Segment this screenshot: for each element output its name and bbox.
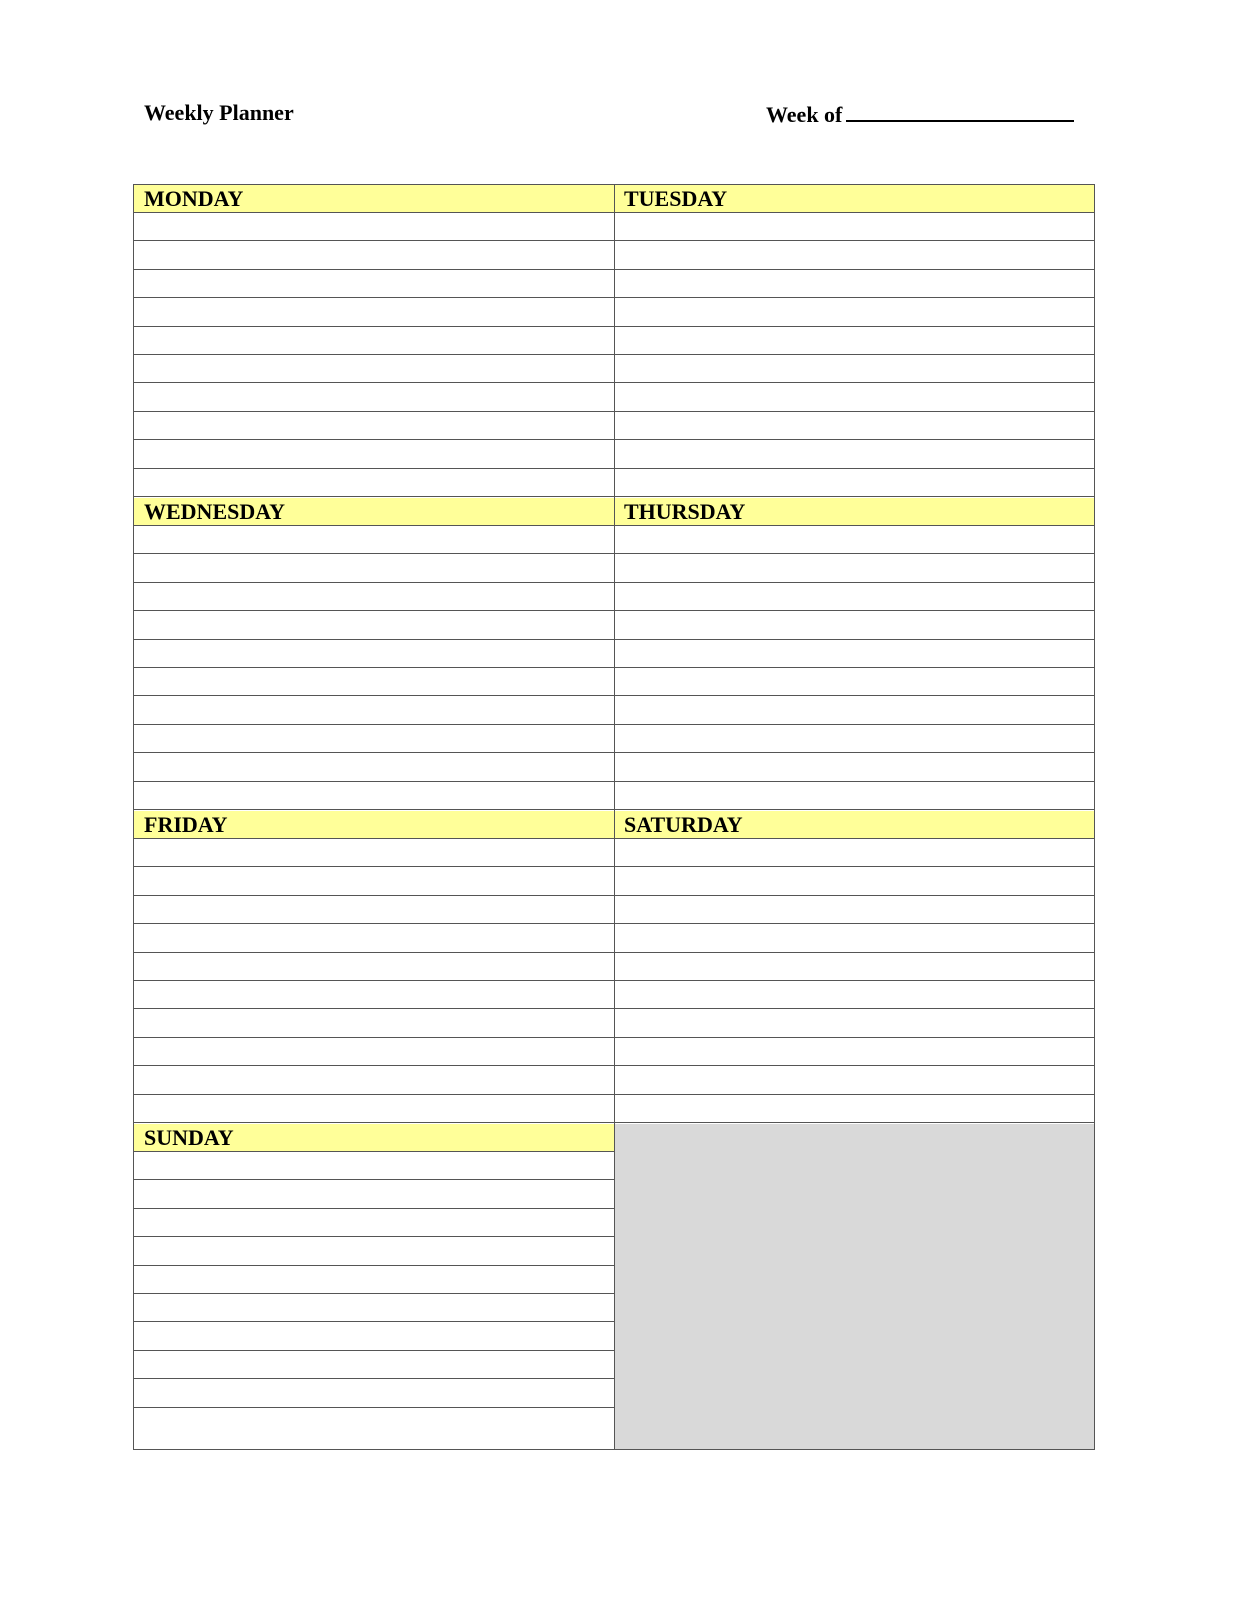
writing-line[interactable] bbox=[134, 241, 614, 269]
day-block-friday bbox=[134, 811, 614, 1124]
writing-line[interactable] bbox=[614, 412, 1094, 440]
writing-line[interactable] bbox=[614, 668, 1094, 696]
day-header-saturday: SATURDAY bbox=[614, 811, 1094, 839]
writing-line[interactable] bbox=[134, 1209, 614, 1237]
week-of-blank-line[interactable] bbox=[846, 100, 1074, 122]
writing-line[interactable] bbox=[614, 640, 1094, 668]
writing-line[interactable] bbox=[134, 839, 614, 867]
writing-line[interactable] bbox=[134, 583, 614, 611]
writing-line[interactable] bbox=[134, 554, 614, 582]
writing-line[interactable] bbox=[614, 1038, 1094, 1066]
writing-line[interactable] bbox=[134, 1152, 614, 1180]
writing-line[interactable] bbox=[614, 469, 1094, 497]
writing-line[interactable] bbox=[134, 1180, 614, 1208]
writing-line[interactable] bbox=[134, 782, 614, 810]
week-of-label: Week of bbox=[766, 102, 843, 127]
column-divider bbox=[614, 185, 615, 1449]
writing-line[interactable] bbox=[614, 611, 1094, 639]
writing-line[interactable] bbox=[134, 725, 614, 753]
writing-line[interactable] bbox=[134, 1095, 614, 1123]
writing-line[interactable] bbox=[614, 383, 1094, 411]
writing-line[interactable] bbox=[134, 526, 614, 554]
writing-line[interactable] bbox=[614, 440, 1094, 468]
writing-line[interactable] bbox=[614, 241, 1094, 269]
day-header-monday: MONDAY bbox=[134, 185, 614, 213]
writing-line[interactable] bbox=[614, 953, 1094, 981]
day-header-sunday: SUNDAY bbox=[134, 1124, 614, 1152]
writing-line[interactable] bbox=[134, 1066, 614, 1094]
writing-line[interactable] bbox=[134, 383, 614, 411]
writing-line[interactable] bbox=[134, 355, 614, 383]
day-block-thursday bbox=[614, 498, 1094, 811]
writing-line[interactable] bbox=[614, 1009, 1094, 1037]
writing-line[interactable] bbox=[614, 753, 1094, 781]
writing-line[interactable] bbox=[614, 782, 1094, 810]
writing-line[interactable] bbox=[614, 725, 1094, 753]
writing-line[interactable] bbox=[134, 1038, 614, 1066]
writing-line[interactable] bbox=[134, 213, 614, 241]
writing-line[interactable] bbox=[614, 327, 1094, 355]
writing-line[interactable] bbox=[134, 668, 614, 696]
writing-line[interactable] bbox=[134, 953, 614, 981]
writing-line[interactable] bbox=[134, 1009, 614, 1037]
writing-line[interactable] bbox=[134, 640, 614, 668]
day-header-thursday: THURSDAY bbox=[614, 498, 1094, 526]
day-block-wednesday bbox=[134, 498, 614, 811]
writing-line[interactable] bbox=[134, 696, 614, 724]
empty-cell bbox=[614, 1124, 1094, 1449]
writing-line[interactable] bbox=[134, 981, 614, 1009]
day-block-sunday bbox=[134, 1124, 614, 1449]
writing-line[interactable] bbox=[134, 412, 614, 440]
writing-line[interactable] bbox=[134, 270, 614, 298]
writing-line[interactable] bbox=[614, 696, 1094, 724]
writing-line[interactable] bbox=[134, 611, 614, 639]
writing-line[interactable] bbox=[614, 298, 1094, 326]
writing-line[interactable] bbox=[614, 355, 1094, 383]
writing-line[interactable] bbox=[134, 1237, 614, 1265]
day-block-tuesday bbox=[614, 185, 1094, 498]
writing-line[interactable] bbox=[134, 1379, 614, 1407]
writing-line[interactable] bbox=[614, 896, 1094, 924]
writing-line[interactable] bbox=[614, 924, 1094, 952]
writing-line[interactable] bbox=[614, 981, 1094, 1009]
planner-title: Weekly Planner bbox=[144, 100, 294, 125]
writing-line[interactable] bbox=[614, 1095, 1094, 1123]
writing-line[interactable] bbox=[134, 1351, 614, 1379]
writing-line[interactable] bbox=[614, 554, 1094, 582]
writing-line[interactable] bbox=[134, 298, 614, 326]
writing-line[interactable] bbox=[134, 867, 614, 895]
writing-line[interactable] bbox=[614, 526, 1094, 554]
writing-line[interactable] bbox=[614, 213, 1094, 241]
day-header-tuesday: TUESDAY bbox=[614, 185, 1094, 213]
day-header-wednesday: WEDNESDAY bbox=[134, 498, 614, 526]
writing-line[interactable] bbox=[134, 440, 614, 468]
week-of-field[interactable] bbox=[766, 100, 1074, 128]
day-block-monday bbox=[134, 185, 614, 498]
writing-line[interactable] bbox=[134, 924, 614, 952]
day-header-friday: FRIDAY bbox=[134, 811, 614, 839]
writing-line[interactable] bbox=[134, 327, 614, 355]
planner-grid bbox=[133, 184, 1095, 1450]
writing-line[interactable] bbox=[134, 1322, 614, 1350]
writing-line[interactable] bbox=[134, 1294, 614, 1322]
writing-line[interactable] bbox=[614, 583, 1094, 611]
writing-line[interactable] bbox=[134, 1266, 614, 1294]
writing-line[interactable] bbox=[614, 839, 1094, 867]
writing-line[interactable] bbox=[614, 867, 1094, 895]
day-block-saturday bbox=[614, 811, 1094, 1124]
writing-line[interactable] bbox=[614, 270, 1094, 298]
writing-line[interactable] bbox=[134, 469, 614, 497]
writing-line[interactable] bbox=[134, 896, 614, 924]
writing-line[interactable] bbox=[614, 1066, 1094, 1094]
writing-line[interactable] bbox=[134, 753, 614, 781]
